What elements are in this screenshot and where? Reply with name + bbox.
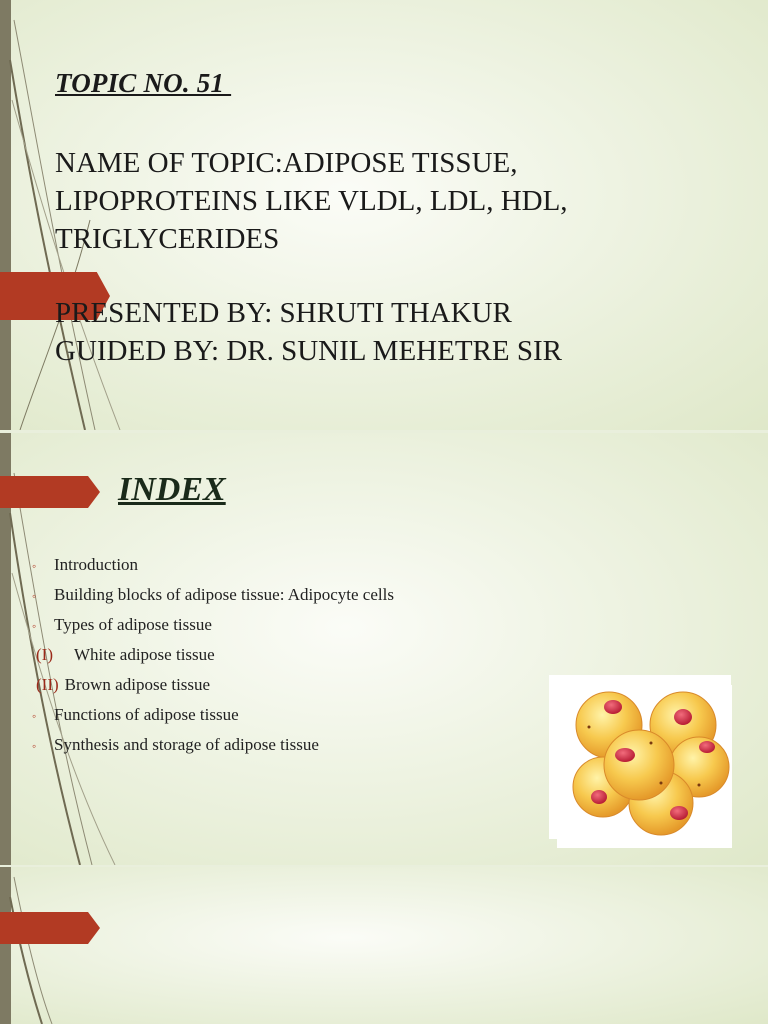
list-item-text: White adipose tissue [74, 645, 215, 664]
list-item-text: Synthesis and storage of adipose tissue [54, 735, 319, 754]
decorative-lines [0, 867, 140, 1024]
list-item [32, 555, 394, 585]
topic-name-line: TRIGLYCERIDES [55, 223, 280, 255]
slide-left-strip [0, 0, 11, 430]
adipocyte-cells-icon [549, 675, 731, 839]
list-item [32, 705, 394, 735]
index-heading: INDEX [118, 471, 226, 508]
credits [55, 294, 562, 370]
index-list [32, 555, 394, 765]
guided-by: GUIDED BY: DR. SUNIL MEHETRE SIR [55, 335, 562, 367]
list-item-marker: (I) [36, 645, 53, 664]
list-item-text: Brown adipose tissue [64, 675, 211, 694]
slide-1 [0, 0, 768, 430]
slide-3 [0, 867, 768, 1024]
bullet-icon: ◦ [32, 619, 37, 633]
list-item-text: Introduction [54, 555, 139, 574]
list-item [32, 675, 394, 705]
presented-by: PRESENTED BY: SHRUTI THAKUR [55, 297, 512, 329]
list-item [32, 735, 394, 765]
adipocyte-image [549, 675, 731, 839]
topic-number: TOPIC NO. 51 [55, 68, 232, 98]
list-item-marker: (II) [36, 675, 59, 694]
bullet-icon: ◦ [32, 739, 37, 753]
list-item-text: Building blocks of adipose tissue: Adipocyte cells [54, 585, 394, 604]
list-item [32, 645, 394, 675]
list-item [32, 585, 394, 615]
topic-name [55, 144, 568, 258]
topic-name-line: NAME OF TOPIC:ADIPOSE TISSUE, [55, 147, 518, 179]
bullet-icon: ◦ [32, 709, 37, 723]
bullet-icon: ◦ [32, 559, 37, 573]
accent-tab [0, 912, 100, 944]
slide-left-strip [0, 867, 11, 1024]
accent-tab [0, 476, 100, 508]
list-item-text: Functions of adipose tissue [54, 705, 239, 724]
slide-2 [0, 433, 768, 865]
list-item-text: Types of adipose tissue [54, 615, 212, 634]
bullet-icon: ◦ [32, 589, 37, 603]
list-item [32, 615, 394, 645]
topic-name-line: LIPOPROTEINS LIKE VLDL, LDL, HDL, [55, 185, 568, 217]
